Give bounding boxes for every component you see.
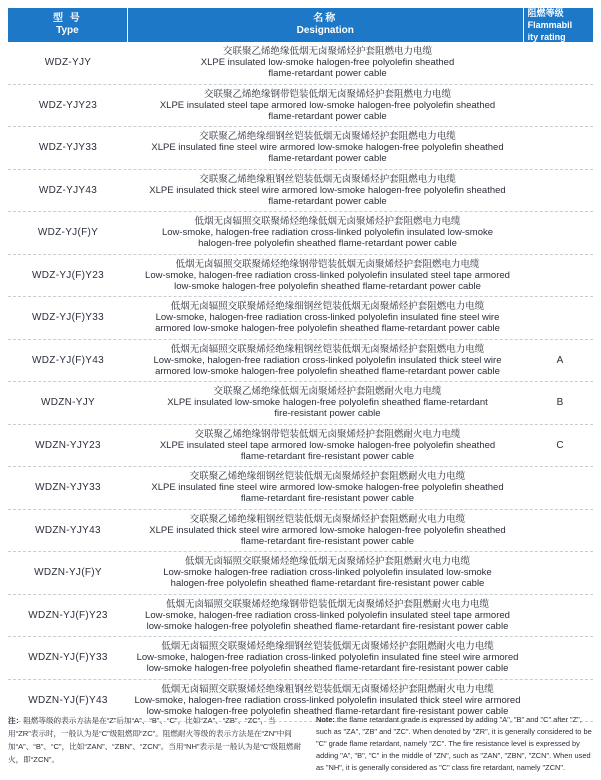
row-designation-zh: 交联聚乙烯绝缘低烟无卤聚烯烃护套阻燃耐火电力电缆 bbox=[213, 386, 442, 398]
table-row bbox=[8, 340, 593, 383]
header-rating-en-1: Flammabil bbox=[527, 20, 573, 30]
row-designation-en-2: low-smoke halogen-free polyolefin sheathed flame-retardant power cable bbox=[174, 280, 481, 292]
row-designation bbox=[128, 510, 527, 552]
row-designation-en-2: flame-retardant power cable bbox=[268, 110, 387, 122]
row-type: WDZ-YJ(F)Y bbox=[37, 227, 99, 239]
table-row bbox=[8, 637, 593, 680]
row-designation-en-2: flame-retardant fire-resistant power cable bbox=[240, 450, 415, 462]
table-row bbox=[8, 382, 593, 425]
row-designation-en-2: flame-retardant power cable bbox=[268, 195, 387, 207]
header-designation bbox=[128, 8, 524, 42]
header-rating bbox=[524, 8, 593, 42]
table-row bbox=[8, 212, 593, 255]
row-rating bbox=[527, 510, 593, 552]
table-row bbox=[8, 467, 593, 510]
row-designation-en-1: Low-smoke, halogen-free radiation cross-linked polyolefin insulated thick steel wire armored bbox=[134, 694, 521, 706]
table-row bbox=[8, 297, 593, 340]
row-designation bbox=[128, 255, 527, 297]
row-designation-en-1: Low-smoke, halogen-free radiation cross-linked polyolefin insulated fine steel wire bbox=[155, 312, 500, 324]
row-designation-en-2: low-smoke halogen-free polyolefin sheathed flame-retardant fire-resistant power cable bbox=[146, 705, 509, 717]
table-row bbox=[8, 595, 593, 638]
row-rating bbox=[527, 212, 593, 254]
table-body bbox=[8, 42, 593, 722]
note-en-label: Note: bbox=[316, 715, 335, 724]
table-row bbox=[8, 42, 593, 85]
row-type: WDZ-YJY23 bbox=[38, 99, 98, 111]
row-designation-zh: 低烟无卤辐照交联聚烯烃绝缘钢带铠装低烟无卤聚烯烃护套阻燃耐火电力电缆 bbox=[165, 598, 489, 610]
row-type: WDZ-YJ(F)Y33 bbox=[32, 312, 104, 324]
row-designation-zh: 低烟无卤辐照交联聚烯烃绝缘粗钢丝铠装低烟无卤聚烯烃护套阻燃电力电缆 bbox=[170, 343, 485, 355]
row-type: WDZN-YJY23 bbox=[35, 439, 101, 451]
row-type: WDZ-YJY bbox=[44, 57, 92, 69]
row-designation-en-1: XLPE insulated fine steel wire armored low-smoke halogen-free polyolefin sheathed bbox=[151, 142, 504, 154]
row-designation-zh: 交联聚乙烯绝缘低烟无卤聚烯烃护套阻燃电力电缆 bbox=[222, 46, 432, 58]
row-type: WDZN-YJ(F)Y23 bbox=[28, 609, 108, 621]
header-designation-en: Designation bbox=[296, 25, 354, 36]
row-designation-zh: 交联聚乙烯绝缘细钢丝铠装低烟无卤聚烯烃护套阻燃电力电缆 bbox=[199, 131, 456, 143]
row-designation-zh: 交联聚乙烯绝缘粗钢丝铠装低烟无卤聚烯烃护套阻燃耐火电力电缆 bbox=[189, 513, 466, 525]
row-designation-en-1: Low-smoke, halogen-free radiation cross-linked polyolefin insulated low-smoke bbox=[161, 227, 494, 239]
row-designation-zh: 低烟无卤辐照交联聚烯烃绝缘细钢丝铠装低烟无卤聚烯烃护套阻燃耐火电力电缆 bbox=[161, 641, 494, 653]
note-zh bbox=[8, 714, 304, 774]
row-type: WDZN-YJY33 bbox=[35, 482, 101, 494]
row-designation-en-2: halogen-free polyolefin sheathed flame-retardant power cable bbox=[198, 238, 457, 250]
row-designation bbox=[128, 85, 527, 127]
row-type: WDZ-YJ(F)Y43 bbox=[32, 354, 104, 366]
row-designation-en-2: armored low-smoke halogen-free polyolefin sheathed flame-retardant power cable bbox=[155, 365, 500, 377]
row-type: WDZN-YJY bbox=[40, 397, 96, 409]
row-designation-en-2: armored low-smoke halogen-free polyolefin sheathed flame-retardant power cable bbox=[155, 323, 500, 335]
row-rating bbox=[527, 552, 593, 594]
row-designation-en-1: XLPE insulated steel tape armored low-smoke halogen-free polyolefin sheathed bbox=[159, 99, 496, 111]
row-designation-en-1: XLPE insulated low-smoke halogen-free polyolefin sheathed bbox=[200, 57, 455, 69]
row-designation bbox=[128, 340, 527, 382]
row-designation bbox=[128, 595, 527, 637]
row-rating bbox=[527, 170, 593, 212]
header-rating-en-2: ity rating bbox=[527, 32, 566, 42]
row-designation-en-1: Low-smoke, halogen-free radiation cross-linked polyolefin insulated fine steel wire armored bbox=[136, 652, 519, 664]
row-designation-en-1: XLPE insulated thick steel wire armored low-smoke halogen-free polyolefin sheathed bbox=[149, 524, 506, 536]
row-designation-en-1: XLPE insulated fine steel wire armored low-smoke halogen-free polyolefin sheathed bbox=[151, 482, 504, 494]
row-rating bbox=[527, 637, 593, 679]
header-designation-zh: 名称 bbox=[313, 13, 338, 24]
table-row bbox=[8, 255, 593, 298]
row-designation bbox=[128, 552, 527, 594]
row-type: WDZN-YJ(F)Y bbox=[34, 567, 102, 579]
note-zh-text: 阻燃等级的表示方法是在“Z”后加“A”、“B”、“C”，比如“ZA”、“ZB”、“ZC”，当用“ZR”表示时，一般认为是“C”级阻燃即“ZC”。阻燃耐火等级的表示方法是在“ZN”中间加“A”、“B”、“C”，比如“ZAN”、“ZBN”、“ZCN”。当用“NH”表示是一般认为是“C”级阻燃耐火，即“ZCN”。 bbox=[8, 716, 302, 764]
header-type-en: Type bbox=[56, 25, 79, 36]
row-designation-en-1: Low-smoke, halogen-free radiation cross-linked polyolefin insulated thick steel wire bbox=[153, 354, 502, 366]
row-designation-en-2: flame-retardant power cable bbox=[268, 68, 387, 80]
header-type-zh: 型 号 bbox=[52, 13, 82, 24]
row-designation-zh: 交联聚乙烯绝缘钢带铠装低烟无卤聚烯烃护套阻燃电力电缆 bbox=[203, 88, 451, 100]
row-designation bbox=[128, 297, 527, 339]
row-type: WDZ-YJY33 bbox=[38, 142, 98, 154]
header-rating-zh: 阻燃等级 bbox=[527, 8, 564, 18]
row-designation-en-2: halogen-free polyolefin sheathed flame-retardant fire-resistant power cable bbox=[170, 578, 485, 590]
header-type bbox=[8, 8, 128, 42]
cable-spec-table bbox=[8, 8, 593, 722]
row-designation-en-1: Low-smoke, halogen-free radiation cross-linked polyolefin insulated steel tape armored bbox=[145, 269, 510, 281]
table-row bbox=[8, 85, 593, 128]
row-designation-en-1: XLPE insulated low-smoke halogen-free polyolefin sheathed flame-retardant bbox=[167, 397, 488, 409]
row-rating: B bbox=[556, 397, 564, 409]
row-designation-en-2: fire-resistant power cable bbox=[274, 408, 381, 420]
row-designation bbox=[128, 467, 527, 509]
row-designation-zh: 低烟无卤辐照交联聚烯烃绝缘低烟无卤聚烯烃护套阻燃电力电缆 bbox=[194, 216, 461, 228]
row-rating bbox=[527, 42, 593, 84]
table-header bbox=[8, 8, 593, 42]
notes bbox=[8, 714, 593, 774]
row-type: WDZN-YJY43 bbox=[35, 524, 101, 536]
row-type: WDZ-YJ(F)Y23 bbox=[32, 269, 104, 281]
row-designation-en-2: low-smoke halogen-free polyolefin sheathed flame-retardant fire-resistant power cable bbox=[146, 620, 509, 632]
row-designation bbox=[128, 425, 527, 467]
row-designation-zh: 低烟无卤辐照交联聚烯烃绝缘低烟无卤聚烯烃护套阻燃耐火电力电缆 bbox=[184, 556, 470, 568]
row-designation-zh: 低烟无卤辐照交联聚烯烃绝缘钢带铠装低烟无卤聚烯烃护套阻燃电力电缆 bbox=[175, 258, 480, 270]
note-en bbox=[316, 714, 593, 774]
row-rating bbox=[527, 467, 593, 509]
row-designation-zh: 低烟无卤辐照交联聚烯烃绝缘粗钢丝铠装低烟无卤聚烯烃护套阻燃耐火电力电缆 bbox=[161, 683, 494, 695]
row-rating bbox=[527, 85, 593, 127]
row-rating bbox=[527, 297, 593, 339]
row-designation-en-2: flame-retardant fire-resistant power cable bbox=[240, 493, 415, 505]
table-row bbox=[8, 170, 593, 213]
row-rating: C bbox=[556, 439, 564, 451]
row-type: WDZN-YJ(F)Y43 bbox=[28, 694, 108, 706]
table-row bbox=[8, 552, 593, 595]
table-row bbox=[8, 425, 593, 468]
row-designation bbox=[128, 170, 527, 212]
row-designation bbox=[128, 42, 527, 84]
row-designation-en-1: Low-smoke halogen-free radiation cross-linked polyolefin insulated low-smoke bbox=[163, 567, 492, 579]
row-designation-zh: 交联聚乙烯绝缘粗钢丝铠装低烟无卤聚烯烃护套阻燃电力电缆 bbox=[199, 173, 456, 185]
row-rating: A bbox=[556, 354, 564, 366]
note-en-text: the flame retardant grade is expressed by adding "A", "B" and "C" after "Z", such as "ZA", "ZB" and "ZC". When denoted by "ZR", it is generally considered to be "C" grade flame retardant, namely "ZC". The fire resistance level is expressed by adding "A", "B", "C" in the middle of "ZN", such as "ZAN", "ZBN", "ZCN". When used as "NH", it is generally considered as "C" class fire retardant, namely "ZCN". bbox=[316, 715, 592, 772]
row-designation-en-2: flame-retardant fire-resistant power cable bbox=[240, 535, 415, 547]
row-designation-en-2: low-smoke halogen-free polyolefin sheathed flame-retardant fire-resistant power cable bbox=[146, 663, 509, 675]
row-designation-en-1: Low-smoke, halogen-free radiation cross-linked polyolefin insulated steel tape armored bbox=[145, 609, 510, 621]
row-designation-zh: 交联聚乙烯绝缘钢带铠装低烟无卤聚烯烃护套阻燃耐火电力电缆 bbox=[194, 428, 461, 440]
table-row bbox=[8, 127, 593, 170]
row-designation-en-1: XLPE insulated thick steel wire armored low-smoke halogen-free polyolefin sheathed bbox=[149, 184, 506, 196]
row-rating bbox=[527, 255, 593, 297]
row-type: WDZN-YJ(F)Y33 bbox=[28, 652, 108, 664]
note-zh-label: 注： bbox=[8, 716, 24, 725]
row-rating bbox=[527, 595, 593, 637]
row-type: WDZ-YJY43 bbox=[38, 184, 98, 196]
row-designation bbox=[128, 127, 527, 169]
row-designation-en-1: XLPE insulated steel tape armored low-smoke halogen-free polyolefin sheathed bbox=[159, 439, 496, 451]
table-row bbox=[8, 510, 593, 553]
row-designation-zh: 交联聚乙烯绝缘细钢丝铠装低烟无卤聚烯烃护套阻燃耐火电力电缆 bbox=[189, 471, 466, 483]
row-designation bbox=[128, 212, 527, 254]
row-rating bbox=[527, 127, 593, 169]
row-designation-zh: 低烟无卤辐照交联聚烯烃绝缘细钢丝铠装低烟无卤聚烯烃护套阻燃电力电缆 bbox=[170, 301, 485, 313]
row-designation bbox=[128, 637, 527, 679]
row-designation-en-2: flame-retardant power cable bbox=[268, 153, 387, 165]
row-designation bbox=[128, 382, 527, 424]
